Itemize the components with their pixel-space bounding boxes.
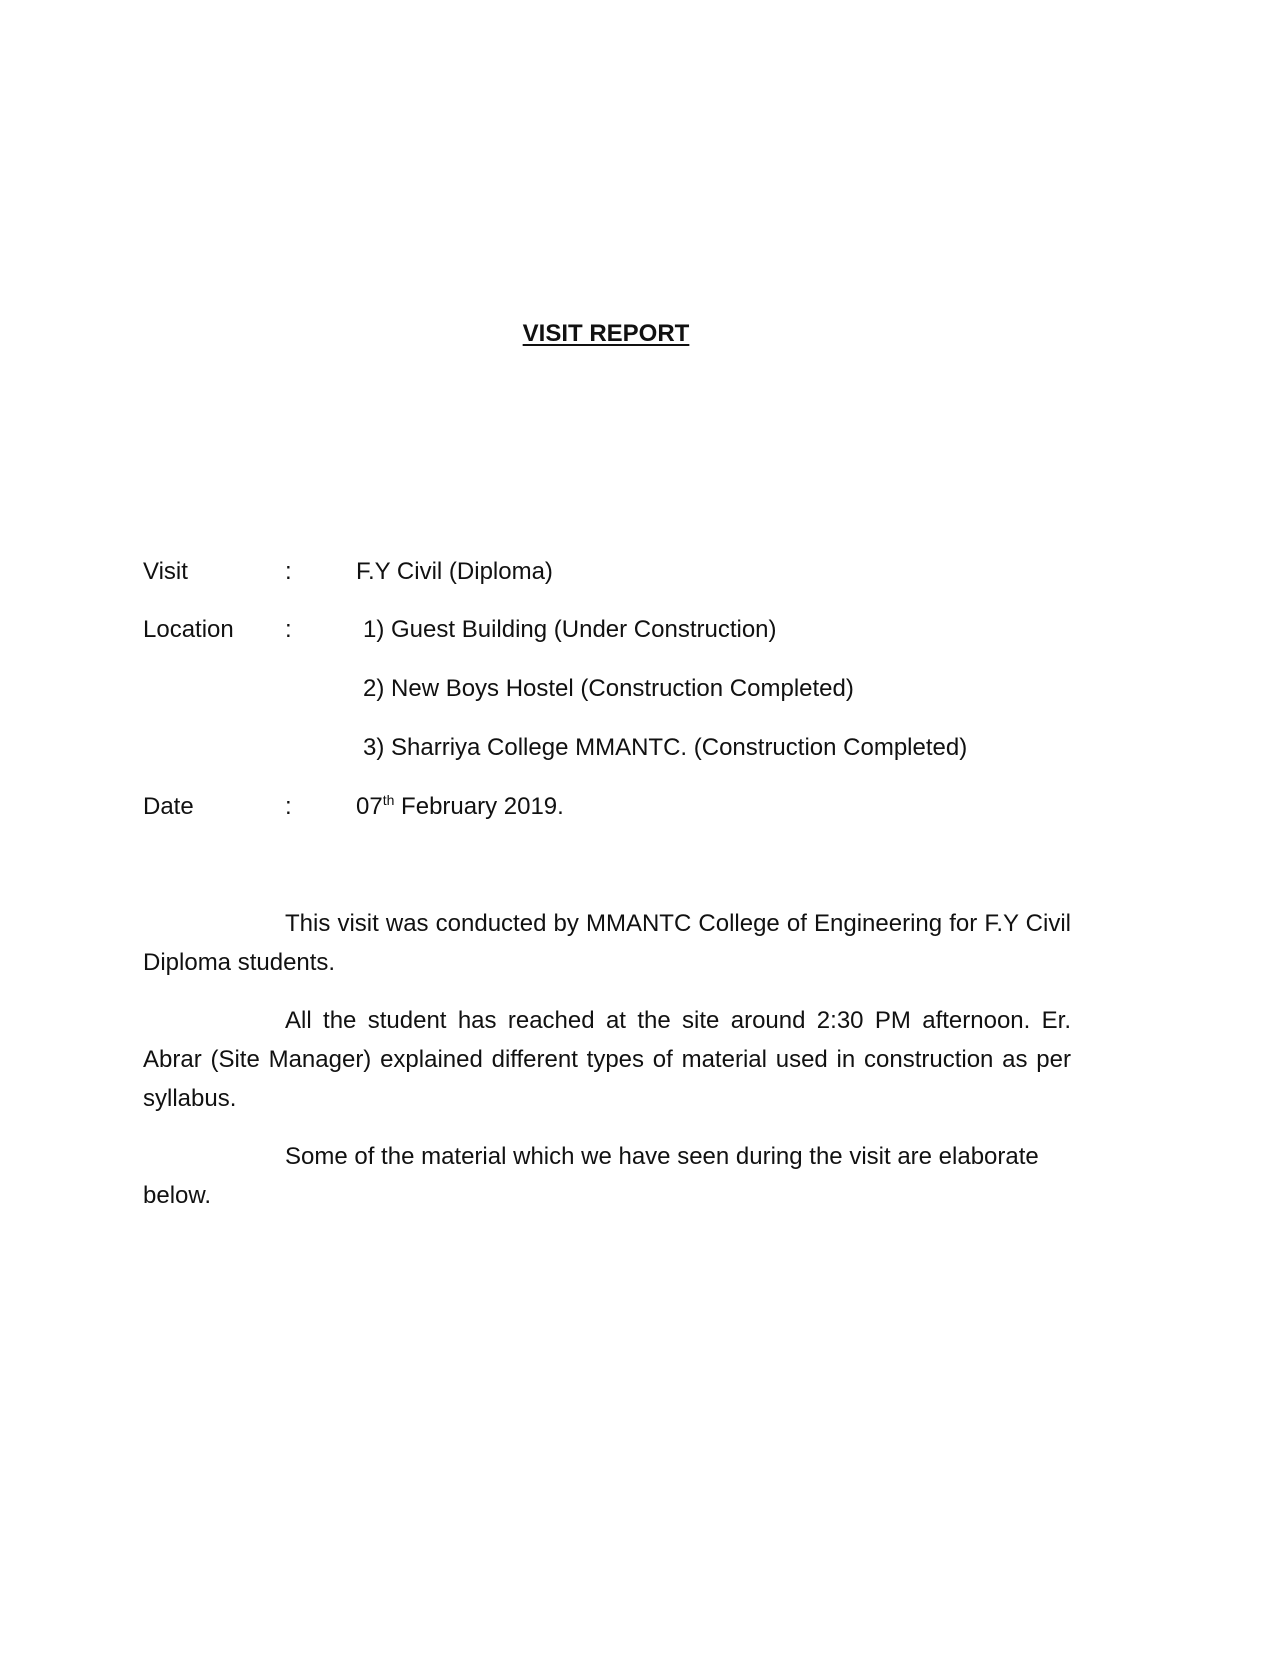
date-day-suffix: th bbox=[382, 792, 395, 808]
page-title: VISIT REPORT bbox=[522, 320, 690, 347]
report-body bbox=[143, 904, 1071, 1234]
location-item-1: 1) Guest Building (Under Construction) bbox=[363, 616, 777, 643]
location-item-2: 2) New Boys Hostel (Construction Completed) bbox=[363, 675, 854, 702]
paragraph-site-visit: All the student has reached at the site around 2:30 PM afternoon. Er. Abrar (Site Manager) explained different types of material used in construction as per syllabus. bbox=[143, 1007, 1071, 1112]
date-rest: February 2019. bbox=[394, 793, 564, 820]
paragraph-intro: This visit was conducted by MMANTC College of Engineering for F.Y Civil Diploma students. bbox=[143, 910, 1071, 976]
date-label: Date bbox=[143, 793, 194, 820]
paragraph-materials: Some of the material which we have seen during the visit are elaborate below. bbox=[143, 1143, 1039, 1209]
visit-label: Visit bbox=[143, 558, 188, 585]
date-colon: : bbox=[285, 793, 292, 820]
location-item-3: 3) Sharriya College MMANTC. (Construction Completed) bbox=[363, 734, 968, 761]
location-colon: : bbox=[285, 616, 292, 643]
date-day: 07 bbox=[356, 793, 383, 820]
visit-colon: : bbox=[285, 558, 292, 585]
date-value bbox=[356, 792, 564, 822]
location-label: Location bbox=[143, 616, 234, 643]
visit-value: F.Y Civil (Diploma) bbox=[356, 558, 553, 585]
